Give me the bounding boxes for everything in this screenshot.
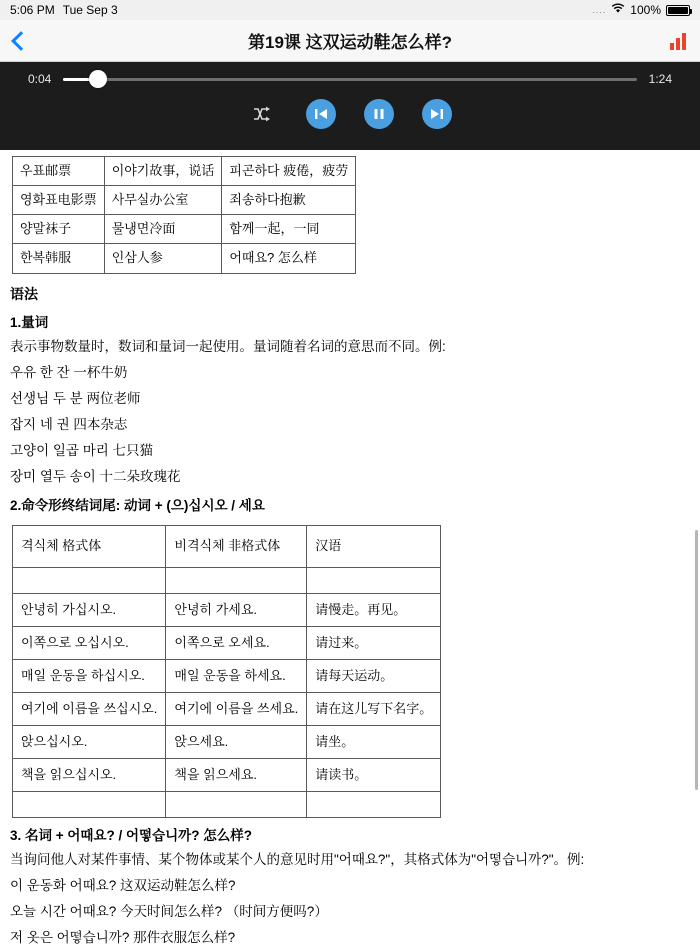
section-1-example: 고양이 일곱 마리 七只猫 xyxy=(10,442,154,458)
grammar-cell-formal: 안녕히 가십시오. xyxy=(13,593,166,626)
signal-dots-icon: .... xyxy=(592,5,607,15)
back-chevron-icon[interactable] xyxy=(11,31,31,51)
table-row xyxy=(13,659,441,692)
grammar-cell-informal: 이쪽으로 오세요. xyxy=(166,626,307,659)
grammar-cell-formal: 여기에 이름을 쓰십시오. xyxy=(13,693,166,726)
table-row xyxy=(13,626,441,659)
battery-percent-label: 100% xyxy=(630,3,661,17)
grammar-cell-chinese: 请过来。 xyxy=(307,626,441,659)
grammar-cell-formal: 이쪽으로 오십시오. xyxy=(13,626,166,659)
playback-slider-knob[interactable] xyxy=(89,70,107,88)
vocab-cell: 물냉면冷面 xyxy=(104,215,222,244)
status-time: 5:06 PM xyxy=(10,3,55,17)
grammar-cell-chinese: 请读书。 xyxy=(307,759,441,792)
table-header-row xyxy=(13,525,441,567)
grammar-cell-informal: 책을 읽으세요. xyxy=(166,759,307,792)
vocab-cell: 우표邮票 xyxy=(13,157,105,186)
signal-bars-icon[interactable] xyxy=(670,32,686,50)
page-title: 第19课 这双运动鞋怎么样? xyxy=(247,33,453,52)
grammar-cell-formal: 앉으십시오. xyxy=(13,726,166,759)
status-date: Tue Sep 3 xyxy=(62,3,118,17)
section-1-title: 1.量词 xyxy=(10,315,49,331)
vocab-cell: 양말袜子 xyxy=(13,215,105,244)
vocab-cell: 죄송하다抱歉 xyxy=(222,186,356,215)
section-3-example: 이 운동화 어때요? 这双运动鞋怎么样? xyxy=(10,878,236,894)
battery-icon xyxy=(666,5,690,16)
audio-player xyxy=(0,62,700,150)
column-header: 汉语 xyxy=(307,525,441,567)
grammar-cell-informal: 매일 운동을 하세요. xyxy=(166,659,307,692)
grammar-cell-informal: 앉으세요. xyxy=(166,726,307,759)
vocab-cell: 인삼人参 xyxy=(104,244,222,273)
section-1-example: 잡지 네 권 四本杂志 xyxy=(10,416,128,432)
vocab-cell: 한복韩服 xyxy=(13,244,105,273)
lesson-content[interactable] xyxy=(0,150,700,946)
vocab-cell: 피곤하다 疲倦，疲劳 xyxy=(222,157,356,186)
table-row xyxy=(13,157,356,186)
table-row xyxy=(13,593,441,626)
vocab-cell: 영화표电影票 xyxy=(13,186,105,215)
previous-track-icon[interactable] xyxy=(306,99,336,129)
section-3-example: 오늘 시간 어때요? 今天时间怎么样? （时间方便吗?） xyxy=(10,904,328,920)
playback-controls xyxy=(0,99,700,129)
section-1-example: 우유 한 잔 一杯牛奶 xyxy=(10,365,128,381)
playback-slider[interactable] xyxy=(63,78,636,81)
wifi-icon xyxy=(611,3,625,17)
table-spacer-row xyxy=(13,792,441,818)
vocab-cell: 사무실办公室 xyxy=(104,186,222,215)
status-bar-right xyxy=(592,3,690,17)
vocab-cell: 어때요? 怎么样 xyxy=(222,244,356,273)
grammar-cell-chinese: 请在这儿写下名字。 xyxy=(307,693,441,726)
section-3-example: 저 옷은 어떻습니까? 那件衣服怎么样? xyxy=(10,930,236,946)
section-3-title: 3. 名词 + 어때요? / 어떻습니까? 怎么样? xyxy=(10,828,252,844)
table-row xyxy=(13,693,441,726)
table-row xyxy=(13,215,356,244)
grammar-table xyxy=(12,525,441,819)
grammar-cell-formal: 매일 운동을 하십시오. xyxy=(13,659,166,692)
navigation-bar xyxy=(0,20,700,62)
column-header: 비격식체 非格式体 xyxy=(166,525,307,567)
grammar-cell-formal: 책을 읽으십시오. xyxy=(13,759,166,792)
grammar-cell-informal: 안녕히 가세요. xyxy=(166,593,307,626)
shuffle-icon[interactable] xyxy=(248,99,278,129)
next-track-icon[interactable] xyxy=(422,99,452,129)
vocab-cell: 함께一起，一同 xyxy=(222,215,356,244)
section-1-paragraph: 表示事物数量时，数词和量词一起使用。量词随着名词的意思而不同。例: xyxy=(10,339,446,355)
table-row xyxy=(13,244,356,273)
playback-scrubber-row xyxy=(0,72,700,86)
section-1-example: 장미 열두 송이 十二朵玫瑰花 xyxy=(10,468,181,484)
table-row xyxy=(13,726,441,759)
table-row xyxy=(13,759,441,792)
section-1-example: 선생님 두 분 两位老师 xyxy=(10,391,141,407)
grammar-cell-chinese: 请每天运动。 xyxy=(307,659,441,692)
vocabulary-table xyxy=(12,156,356,274)
vocab-cell: 이야기故事，说话 xyxy=(104,157,222,186)
section-2-title: 2.命令形终结词尾: 动词 + (으)십시오 / 세요 xyxy=(10,497,265,513)
table-row xyxy=(13,186,356,215)
elapsed-time-label: 0:04 xyxy=(28,72,52,86)
table-spacer-row xyxy=(13,567,441,593)
pause-icon[interactable] xyxy=(364,99,394,129)
grammar-cell-chinese: 请坐。 xyxy=(307,726,441,759)
grammar-heading: 语法 xyxy=(10,285,38,302)
status-bar xyxy=(0,0,700,20)
duration-label: 1:24 xyxy=(648,72,672,86)
status-bar-left xyxy=(10,3,118,17)
grammar-cell-informal: 여기에 이름을 쓰세요. xyxy=(166,693,307,726)
content-scrollbar[interactable] xyxy=(695,530,698,790)
column-header: 격식체 格式体 xyxy=(13,525,166,567)
grammar-cell-chinese: 请慢走。再见。 xyxy=(307,593,441,626)
section-3-paragraph: 当询问他人对某件事情、某个物体或某个人的意见时用"어때요?"，其格式体为"어떻습니까?"。例: xyxy=(10,852,585,868)
